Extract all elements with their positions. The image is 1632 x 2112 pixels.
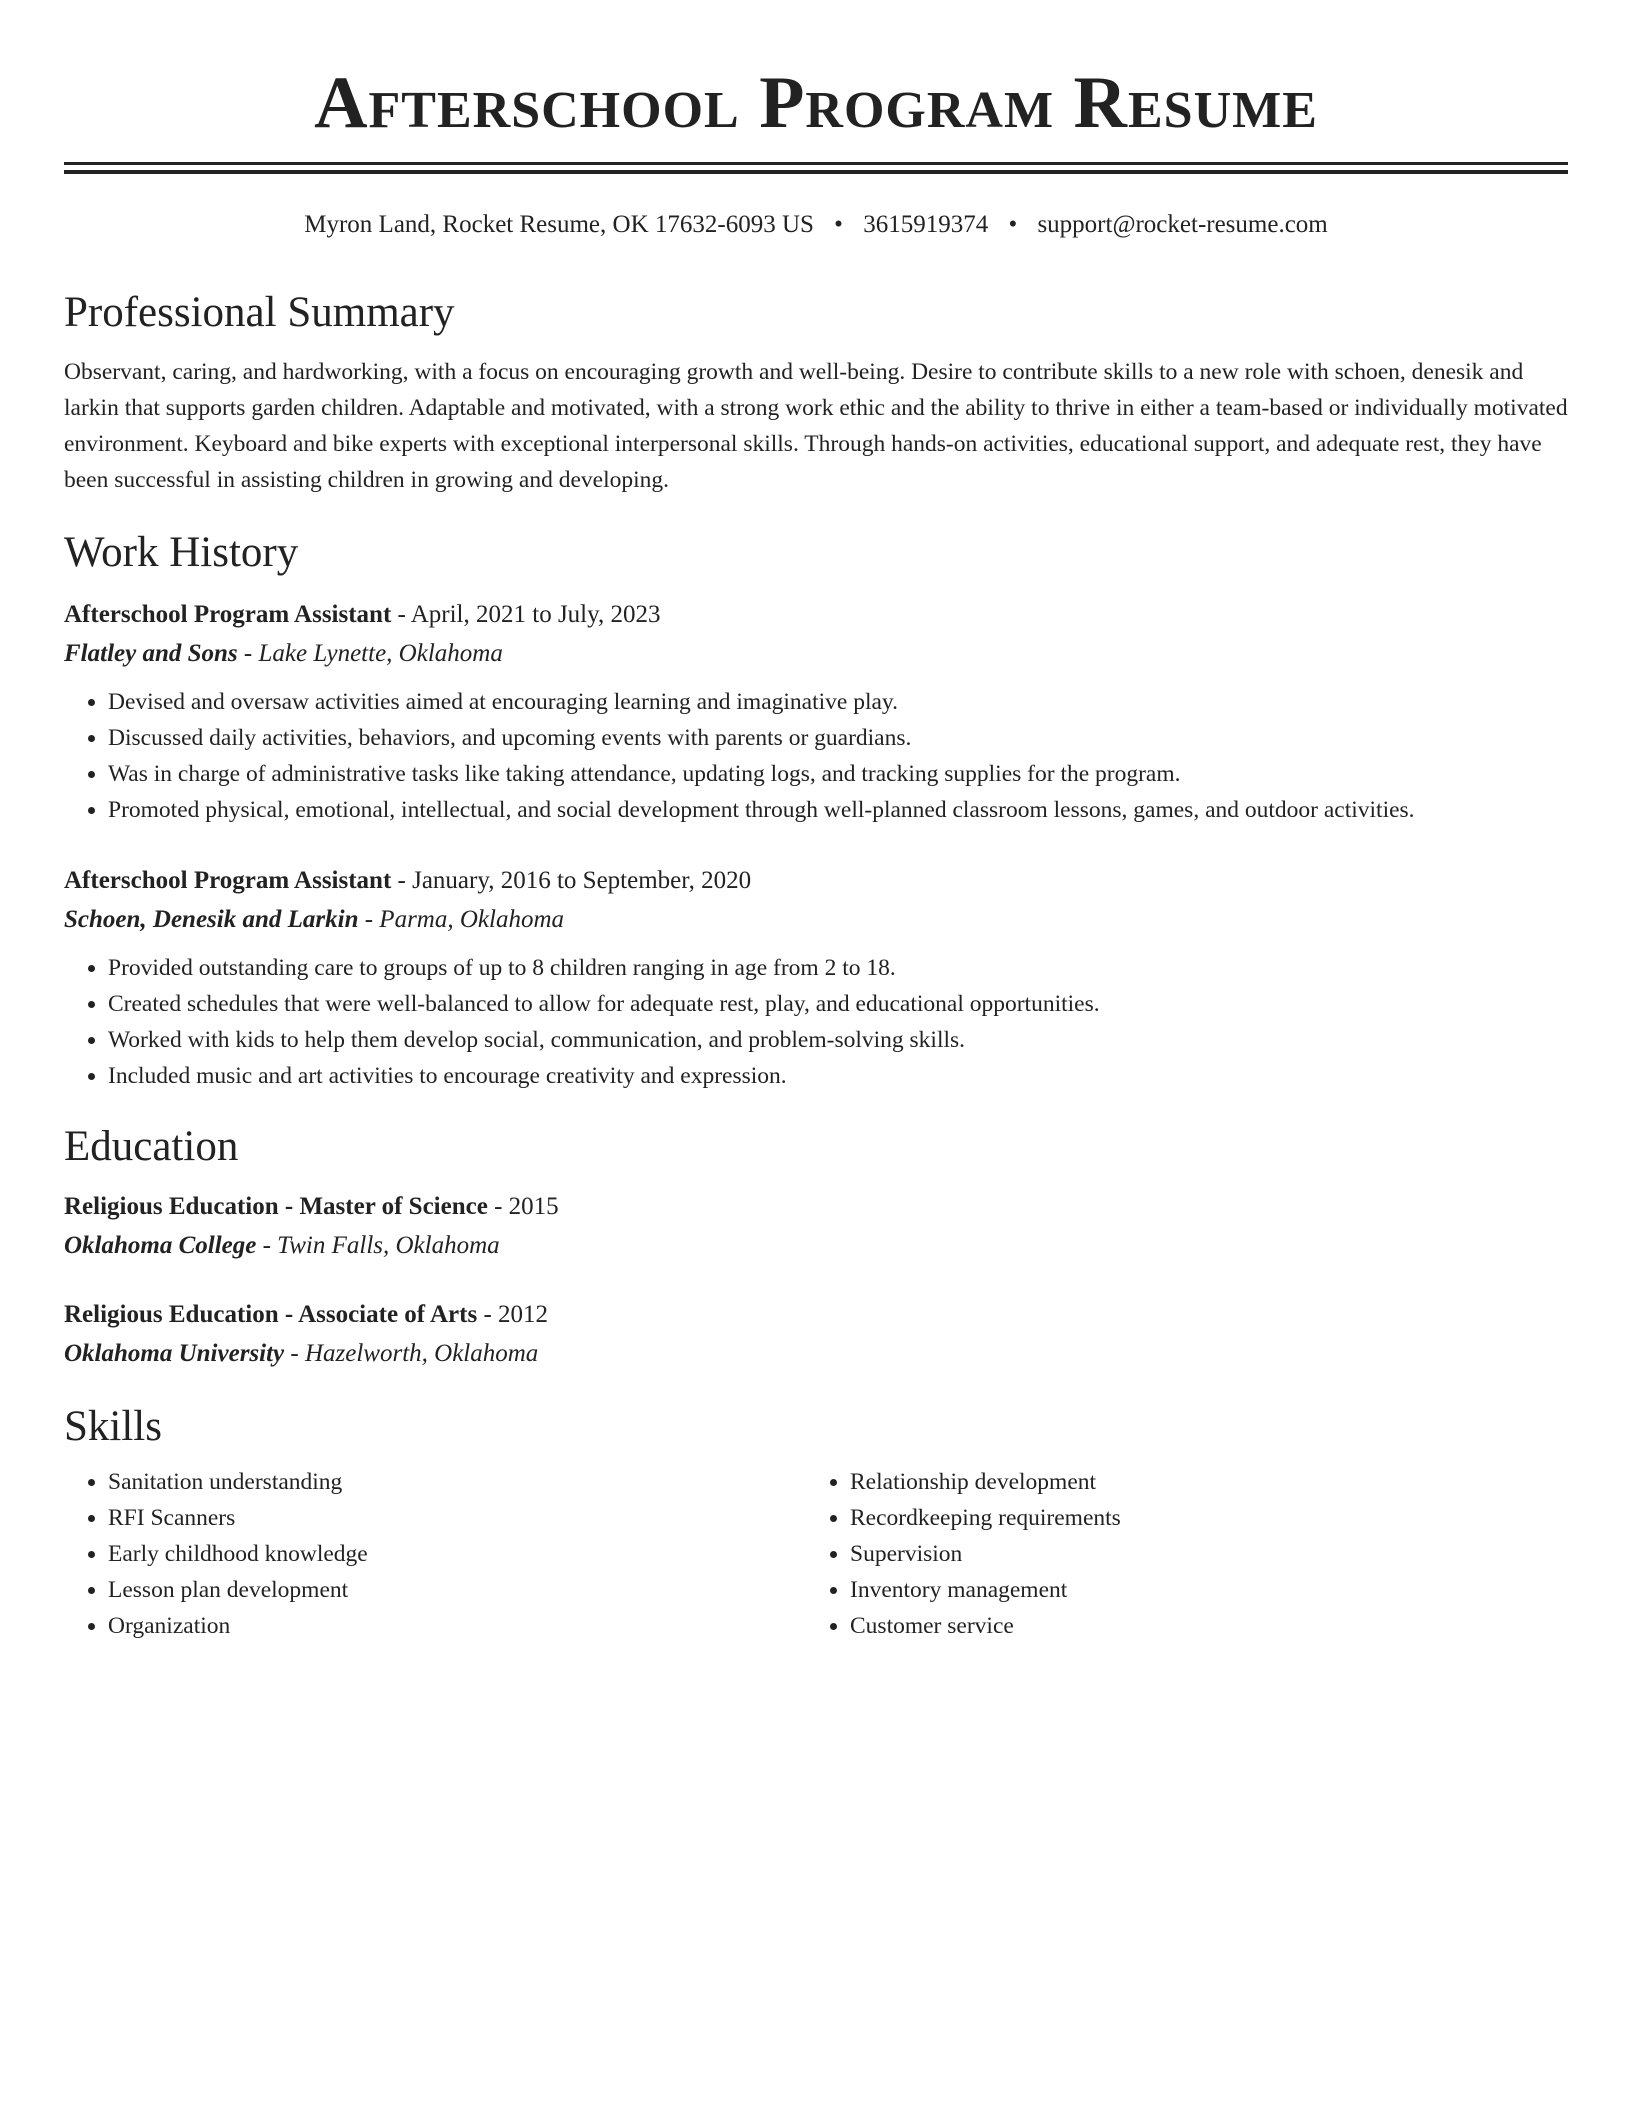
skills-list xyxy=(64,1464,1568,1644)
contact-separator: • xyxy=(834,211,843,238)
education-degree-line xyxy=(64,1296,1568,1334)
title-divider-bottom xyxy=(64,170,1568,174)
job-location: - Lake Lynette, Oklahoma xyxy=(237,640,503,667)
job-duty: • Discussed daily activities, behaviors, and upcoming events with parents or guardians. xyxy=(108,720,1568,756)
education-year: - 2012 xyxy=(477,1301,549,1328)
skills-heading: Skills xyxy=(64,1403,162,1450)
summary-text: Observant, caring, and hardworking, with a focus on encouraging growth and well-being. Desire to contribute skills to a new role with schoen, denesik and larkin that supports garden children. Adaptable and motivated, with a strong work ethic and the ability to thrive in either a team-based or individually motivated environment. Keyboard and bike experts with exceptional interpersonal skills. Through hands-on activities, educational support, and adequate rest, they have been successful in assisting children in growing and developing. xyxy=(64,359,1568,493)
education-degree-line xyxy=(64,1188,1568,1226)
education-degree: Religious Education - Master of Science xyxy=(64,1193,488,1220)
job-company: Schoen, Denesik and Larkin xyxy=(64,906,359,933)
skill-item: • Lesson plan development xyxy=(108,1572,806,1608)
job-company: Flatley and Sons xyxy=(64,640,238,667)
contact-line xyxy=(64,208,1568,242)
education-entry xyxy=(64,1296,1568,1374)
title-divider-top xyxy=(64,162,1568,165)
skill-item: • Supervision xyxy=(850,1536,1548,1572)
skill-item: • Sanitation understanding xyxy=(108,1464,806,1500)
resume-page xyxy=(64,0,1568,1644)
job-company-line xyxy=(64,634,1568,674)
contact-email: support@rocket-resume.com xyxy=(1037,211,1328,238)
job-duty: • Promoted physical, emotional, intellectual, and social development through well-planned classroom lessons, games, and outdoor activities. xyxy=(108,792,1568,828)
job-title-line xyxy=(64,862,1568,900)
education-school-line xyxy=(64,1334,1568,1374)
skill-item: • Early childhood knowledge xyxy=(108,1536,806,1572)
education-heading: Education xyxy=(64,1123,239,1170)
job-duty: • Provided outstanding care to groups of up to 8 children ranging in age from 2 to 18. xyxy=(108,950,1568,986)
skills-column-right xyxy=(806,1464,1548,1644)
skill-item: • Recordkeeping requirements xyxy=(850,1500,1548,1536)
job-duty: • Created schedules that were well-balanced to allow for adequate rest, play, and educational opportunities. xyxy=(108,986,1568,1022)
job-duty: • Included music and art activities to encourage creativity and expression. xyxy=(108,1058,1568,1094)
job-duty: • Worked with kids to help them develop social, communication, and problem-solving skills. xyxy=(108,1022,1568,1058)
skill-item: • Relationship development xyxy=(850,1464,1548,1500)
skill-item: • Inventory management xyxy=(850,1572,1548,1608)
skill-item: • RFI Scanners xyxy=(108,1500,806,1536)
education-location: - Hazelworth, Oklahoma xyxy=(284,1340,539,1367)
contact-phone: 3615919374 xyxy=(863,211,989,238)
job-title: Afterschool Program Assistant xyxy=(64,601,392,628)
job-company-line xyxy=(64,900,1568,940)
job-duty: • Devised and oversaw activities aimed at encouraging learning and imaginative play. xyxy=(108,684,1568,720)
job-dates: - April, 2021 to July, 2023 xyxy=(391,601,661,628)
education-school-line xyxy=(64,1226,1568,1266)
education-school: Oklahoma College xyxy=(64,1232,257,1259)
skills-column-left xyxy=(64,1464,806,1644)
job-dates: - January, 2016 to September, 2020 xyxy=(391,867,752,894)
summary-heading: Professional Summary xyxy=(64,289,455,336)
education-degree: Religious Education - Associate of Arts xyxy=(64,1301,478,1328)
job-entry xyxy=(64,596,1568,828)
resume-title: Afterschool Program Resume xyxy=(314,62,1318,144)
education-year: - 2015 xyxy=(487,1193,559,1220)
job-duty: • Was in charge of administrative tasks like taking attendance, updating logs, and tracking supplies for the program. xyxy=(108,756,1568,792)
job-duties xyxy=(64,950,1568,1094)
skill-item: • Organization xyxy=(108,1608,806,1644)
job-entry xyxy=(64,862,1568,1094)
work-history-heading: Work History xyxy=(64,529,299,576)
job-title-line xyxy=(64,596,1568,634)
contact-address: Myron Land, Rocket Resume, OK 17632-6093 US xyxy=(304,211,814,238)
job-duties xyxy=(64,684,1568,828)
job-location: - Parma, Oklahoma xyxy=(358,906,565,933)
education-entry xyxy=(64,1188,1568,1266)
education-school: Oklahoma University xyxy=(64,1340,285,1367)
contact-separator: • xyxy=(1008,211,1018,238)
education-location: - Twin Falls, Oklahoma xyxy=(256,1232,500,1259)
skill-item: • Customer service xyxy=(850,1608,1548,1644)
job-title: Afterschool Program Assistant xyxy=(64,867,392,894)
